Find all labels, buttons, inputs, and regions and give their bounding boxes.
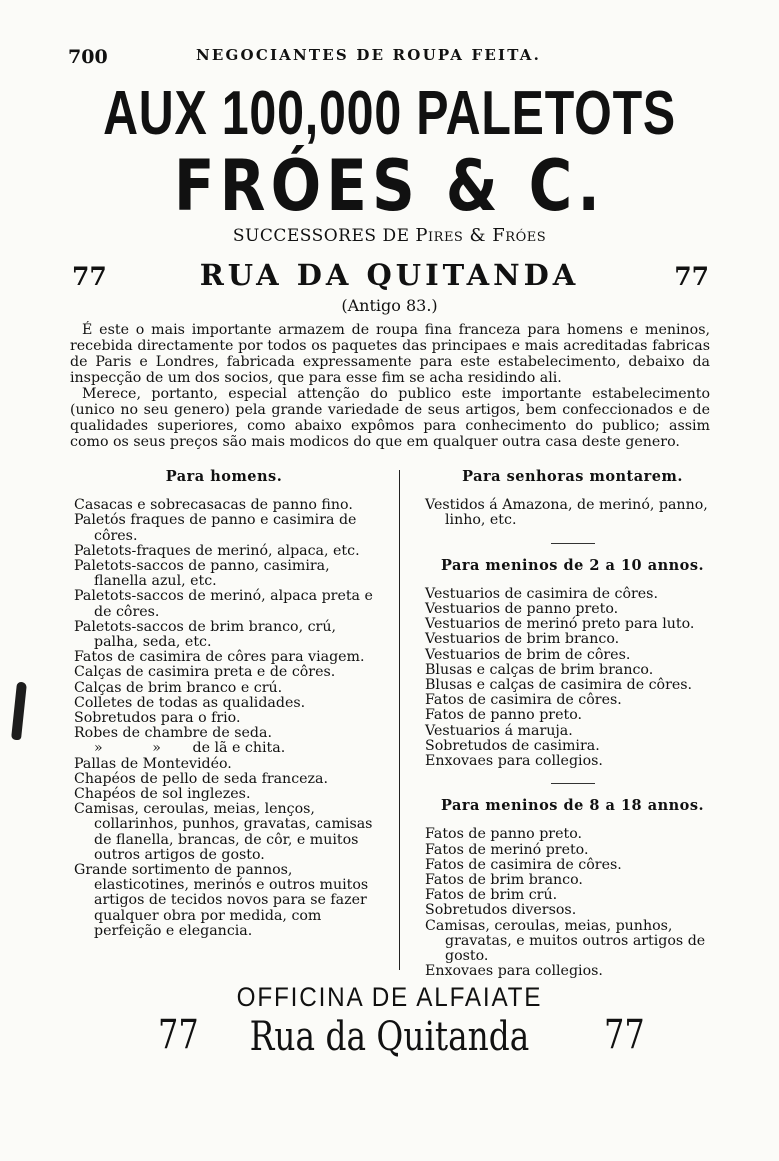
- boys-2-10-heading: Para meninos de 2 a 10 annos.: [440, 556, 705, 574]
- list-item: Enxovaes para collegios.: [425, 753, 603, 770]
- intro-paragraph: É este o mais importante armazem de roupa fina franceza para homens e meninos, recebida directamente por todos os paquetes das principaes e mais acreditadas fabricas de Paris e Londres, fabricada expressamente para este estabelecimento, debaixo da inspecção de um dos socios, que para esse fim se acha residindo ali.: [70, 322, 710, 386]
- list-item: Vestuarios de brim de côres.: [425, 646, 631, 663]
- successors-names: Pires & Fróes: [415, 225, 547, 246]
- list-item: Vestuarios de casimira de côres.: [425, 585, 658, 602]
- list-item: Fatos de casimira de côres.: [425, 692, 622, 709]
- successors-line: [0, 225, 779, 246]
- list-item: Robes de chambre de seda.: [74, 725, 272, 742]
- list-item: Fatos de panno preto.: [425, 826, 582, 843]
- intro-text: [70, 322, 710, 450]
- list-item: Paletots-fraques de merinó, alpaca, etc.: [74, 542, 360, 559]
- men-column: [74, 469, 374, 939]
- footer-number-right: 77: [604, 1012, 645, 1058]
- list-item: Chapéos de sol inglezes.: [74, 786, 251, 803]
- list-item: Vestuarios de brim branco.: [425, 631, 620, 648]
- list-item: Paletós fraques de panno e casimira de côres.: [74, 512, 357, 544]
- list-item: Vestuarios á maruja.: [425, 722, 573, 739]
- list-item: Blusas e calças de brim branco.: [425, 661, 654, 678]
- list-item: Fatos de brim branco.: [425, 872, 583, 889]
- ladies-heading: Para senhoras montarem.: [462, 468, 683, 485]
- successors-prefix: SUCCESSORES DE: [232, 226, 410, 246]
- list-item: Calças de casimira preta e de côres.: [74, 664, 336, 681]
- list-item: Fatos de casimira de côres para viagem.: [74, 649, 365, 666]
- page-number: 700: [68, 46, 108, 68]
- list-item: Sobretudos diversos.: [425, 902, 577, 919]
- list-item: Vestuarios de panno preto.: [425, 601, 619, 618]
- list-item: Fatos de casimira de côres.: [425, 856, 622, 873]
- former-address: (Antigo 83.): [341, 296, 438, 315]
- list-item: Casacas e sobrecasacas de panno fino.: [74, 497, 353, 514]
- list-item: Grande sortimento de pannos, elasticotines, merinós e outros muitos artigos de tecidos novos para se fazer qualquer obra por medida, com perfeição e elegancia.: [74, 862, 369, 939]
- address-number-right: 77: [674, 262, 709, 291]
- section-rule: [551, 783, 595, 784]
- address-street: RUA DA QUITANDA: [199, 258, 580, 292]
- list-item: Chapéos de pello de seda franceza.: [74, 770, 328, 787]
- list-item: Calças de brim branco e crú.: [74, 679, 283, 696]
- ditto-item: » » de lã e chita.: [94, 740, 286, 757]
- list-item: Paletots-saccos de merinó, alpaca preta e de côres.: [74, 588, 373, 620]
- list-item: Paletots-saccos de brim branco, crú, palha, seda, etc.: [74, 618, 336, 651]
- list-item: Fatos de brim crú.: [425, 887, 558, 904]
- list-item: Fatos de panno preto.: [425, 707, 582, 724]
- footer-number-left: 77: [158, 1012, 199, 1058]
- list-item: Fatos de merinó preto.: [425, 841, 589, 858]
- footer-street: Rua da Quitanda: [249, 1014, 530, 1060]
- section-header: NEGOCIANTES DE ROUPA FEITA.: [196, 46, 542, 64]
- workshop-title: OFFICINA DE ALFAIATE: [236, 982, 543, 1012]
- list-item: Camisas, ceroulas, meias, lenços, collarinhos, punhos, gravatas, camisas de flanella, brancas, de côr, e muitos outros artigos de gosto.: [74, 801, 373, 863]
- list-item: Enxovaes para collegios.: [425, 963, 603, 980]
- column-divider: [399, 470, 400, 970]
- section-rule: [551, 543, 595, 544]
- list-item: Camisas, ceroulas, meias, punhos, gravatas, e muitos outros artigos de gosto.: [425, 917, 706, 965]
- company-name: FRÓES & C.: [173, 145, 606, 227]
- headline-paletots: AUX 100,000 PALETOTS: [103, 79, 676, 148]
- list-item: Sobretudos de casimira.: [425, 737, 600, 754]
- boys-8-18-heading: Para meninos de 8 a 18 annos.: [440, 797, 705, 815]
- men-heading: Para homens.: [165, 468, 283, 485]
- address-number-left: 77: [72, 262, 107, 291]
- list-item: Vestuarios de merinó preto para luto.: [425, 616, 695, 633]
- intro-paragraph: Merece, portanto, especial attenção do publico este importante estabelecimento (unico no seu genero) pela grande variedade de seus artigos, bem confeccionados e de qualidades superiores, como abaixo expômos para conhecimento do publico; assim como os seus preços são mais modicos do que em qualquer outra casa deste genero.: [70, 386, 710, 450]
- list-item: Blusas e calças de casimira de côres.: [425, 677, 693, 694]
- list-item: Colletes de todas as qualidades.: [74, 694, 306, 711]
- list-item: Paletots-saccos de panno, casimira, flanella azul, etc.: [74, 558, 330, 590]
- list-item: Sobretudos para o frio.: [74, 710, 241, 727]
- list-item: Pallas de Montevidéo.: [74, 755, 232, 772]
- margin-ink-mark: [11, 682, 27, 740]
- list-item: Vestidos á Amazona, de merinó, panno, linho, etc.: [425, 497, 708, 529]
- right-column: [425, 469, 720, 979]
